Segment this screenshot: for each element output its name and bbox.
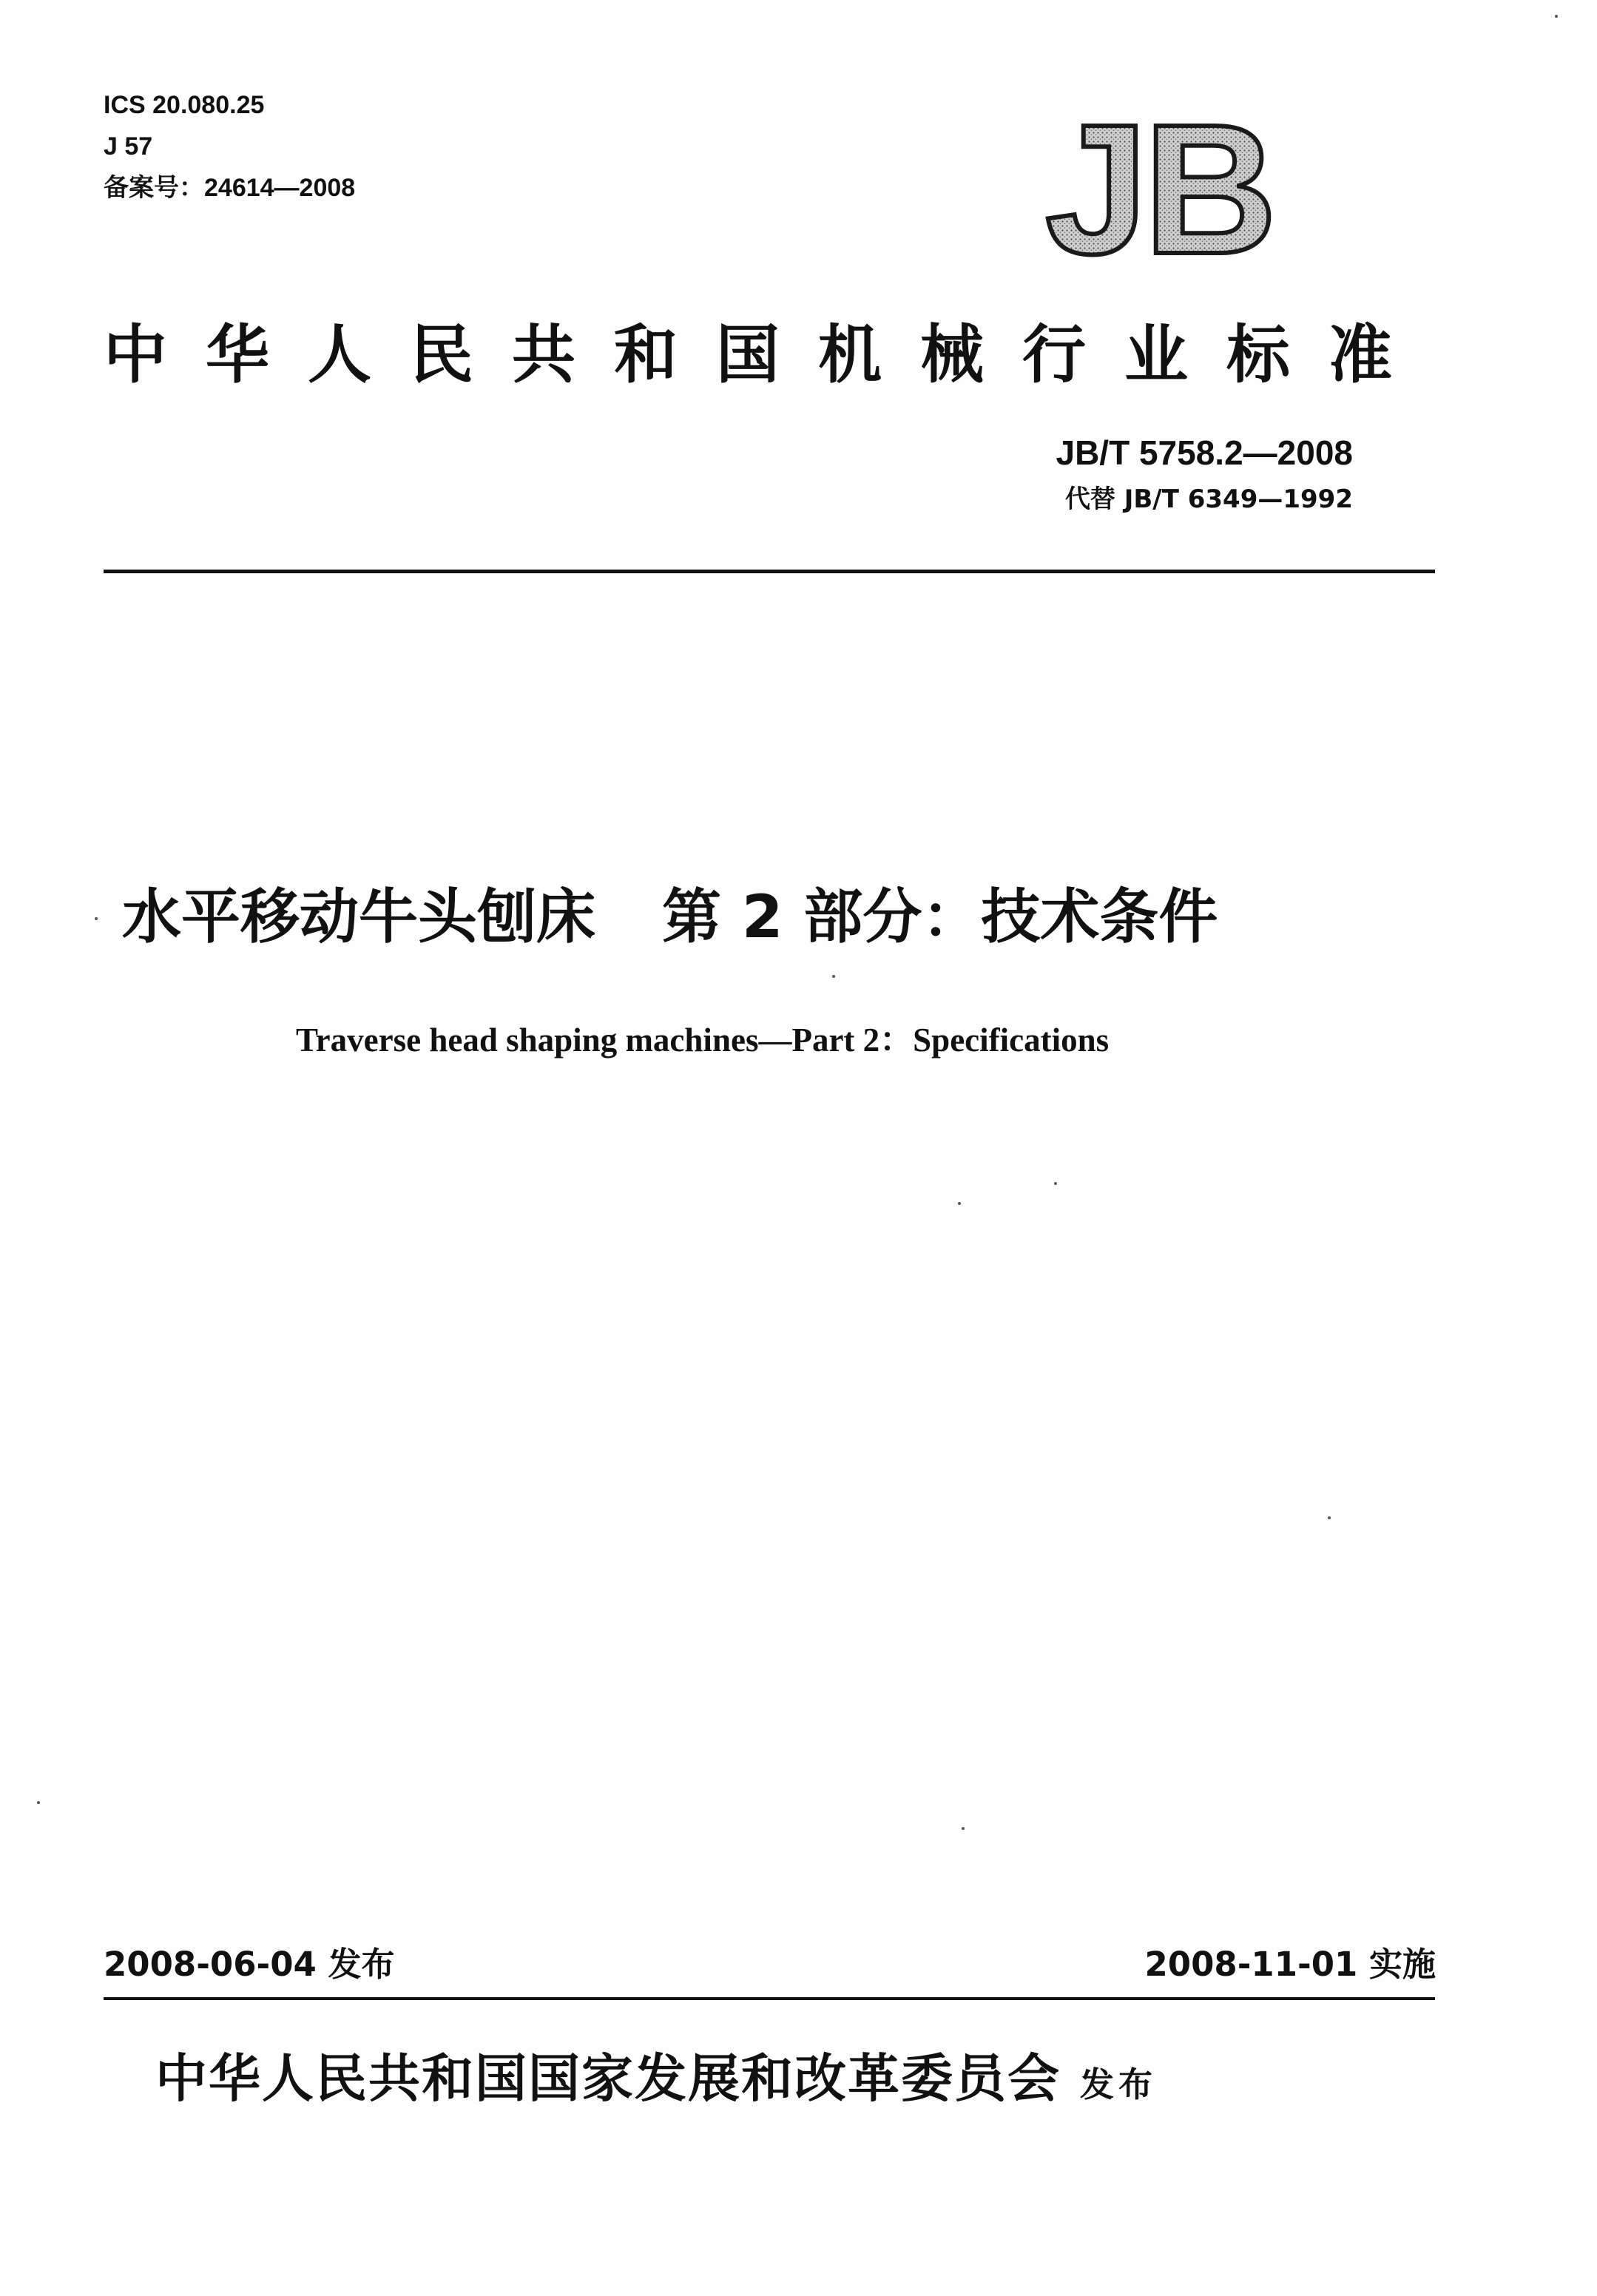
scan-speck <box>832 975 835 978</box>
scan-speck <box>37 1801 40 1804</box>
publish-date: 2008-06-04 发布 <box>104 1945 395 1984</box>
chinese-title-part: 第 2 部分：技术条件 <box>662 882 1218 951</box>
header-divider <box>104 570 1435 573</box>
industry-standard-title: 中华人民共和国机械行业标准 <box>104 318 1431 392</box>
chinese-title-main: 水平移动牛头刨床 <box>122 882 595 951</box>
scan-speck <box>958 1202 961 1205</box>
ccs-code: J 57 <box>104 132 153 161</box>
scan-speck <box>1328 1516 1331 1519</box>
replaced-standard: 代替 JB/T 6349—1992 <box>1064 484 1353 514</box>
scan-speck <box>95 917 98 920</box>
footer-divider <box>104 1997 1435 2000</box>
svg-text:JB: JB <box>1045 96 1273 274</box>
effective-date: 2008-11-01 实施 <box>1144 1945 1436 1984</box>
english-title: Traverse head shaping machines—Part 2：Specifications <box>296 1022 1110 1058</box>
issuer-name: 中华人民共和国国家发展和改革委员会 <box>155 2048 1061 2109</box>
chinese-title <box>122 880 1218 954</box>
issuer-suffix: 发布 <box>1080 2064 1157 2104</box>
scan-speck <box>1054 1182 1057 1185</box>
scan-speck <box>1555 15 1558 18</box>
record-number: 备案号：24614—2008 <box>104 174 356 202</box>
issuing-authority <box>155 2045 1157 2118</box>
scan-speck <box>962 1827 965 1830</box>
jb-logo <box>1039 96 1350 274</box>
ics-code: ICS 20.080.25 <box>104 91 265 119</box>
standard-number: JB/T 5758.2—2008 <box>1056 433 1353 472</box>
